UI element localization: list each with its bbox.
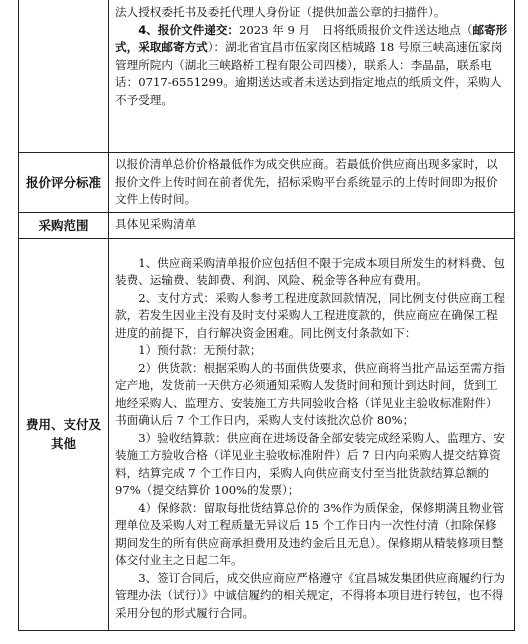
table-row-submission (19, 0, 515, 153)
table-row-fees (19, 238, 515, 631)
fees-label (19, 238, 109, 631)
fees-paragraph-1: 1、供应商采购清单报价应包括但不限于完成本项目所发生的材料费、包装费、运输费、装卸费、利润、风险、税金等各种应有费用。 (115, 255, 505, 287)
submission-text-a: 2023 年 9 月 日将纸质报价文件送达地点（ (239, 22, 473, 37)
scope-content: 具体见采购清单 (109, 212, 515, 238)
evaluation-label: 报价评分标准 (19, 153, 109, 213)
table-row-evaluation (19, 153, 515, 213)
fees-label-line2: 其他 (50, 436, 76, 452)
submission-item-label: 4、报价文件递交： (138, 22, 240, 37)
submission-content-cell (109, 0, 515, 153)
fees-paragraph-6: 4）保修款：留取每批货结算总价的 3%作为质保金，保修期满且物业管理单位及采购人对工程质量无异议后 15 个工作日内一次性付清（扣除保修期间发生的所有供应商承担费用及违约金后且无息）。保修期从精装修项目整体交付业主之日起二年。 (115, 500, 504, 567)
evaluation-content: 以报价清单总价价格最低作为成交供应商。若最低价供应商出现多家时，以报价文件上传时间在前者优先，招标采购平台系统显示的上传时间即为报价文件上传时间。 (109, 153, 515, 213)
fees-paragraph-3: 1）预付款：无预付款； (138, 343, 262, 357)
authorization-line: 法人授权委托书及委托代理人身份证（提供加盖公章的扫描件）。 (115, 5, 446, 19)
table-row-scope (19, 212, 515, 238)
fees-label-line1: 费用、支付及 (25, 417, 101, 433)
fees-paragraph-7: 3、签订合同后，成交供应商应严格遵守《宜昌城发集团供应商履约行为管理办法（试行）》中诚信履约的相关规定，不得将本项目进行转包，也不得采用分包的形式履行合同。 (115, 570, 505, 620)
fees-paragraph-4: 2）供货款：根据采购人的书面供货要求，供应商将当批产品运至需方指定产地，发货前一天供方必须通知采购人发货时间和预计到达时间，货到工地经采购人、监理方、安装施工方共同验收合格（详见业主验收标准附件）书面确认后 7 个工作日内，采购人支付该批次总价 80%； (115, 360, 505, 427)
submission-text-b: ）：湖北省宜昌市伍家岗区桔城路 18 号原三峡高速伍家岗管理所院内（湖北三峡路桥工程有限公司四楼），联系人：李晶晶，联系电话：0717-6551299。逾期送达或者未送达到指定地点的纸质文件，采购人不予受理。 (115, 40, 503, 107)
fees-content (109, 238, 515, 631)
fees-paragraph-2: 2、支付方式：采购人参考工程进度款回款情况，同比例支付供应商工程款，若发生因业主没有及时支付采购人工程进度款的，供应商应在确保工程进度的前提下，自行解决资金困难。同比例支付条款如下： (115, 290, 505, 340)
label-cell-empty (19, 0, 109, 153)
submission-mail-note: 邮寄形式，采取邮寄方式 (115, 22, 508, 54)
scope-label: 采购范围 (19, 212, 109, 238)
procurement-table (18, 0, 515, 631)
fees-paragraph-5: 3）验收结算款：供应商在进场设备全部安装完成经采购人、监理方、安装施工方验收合格（详见业主验收标准附件）后 7 日内向采购人提交结算资料，结算完成 7 个工作日内，采购人向供应商支付至当批货款结算总额的 97%（提交结算价 100%的发票）； (115, 430, 505, 497)
submission-item (115, 22, 508, 110)
